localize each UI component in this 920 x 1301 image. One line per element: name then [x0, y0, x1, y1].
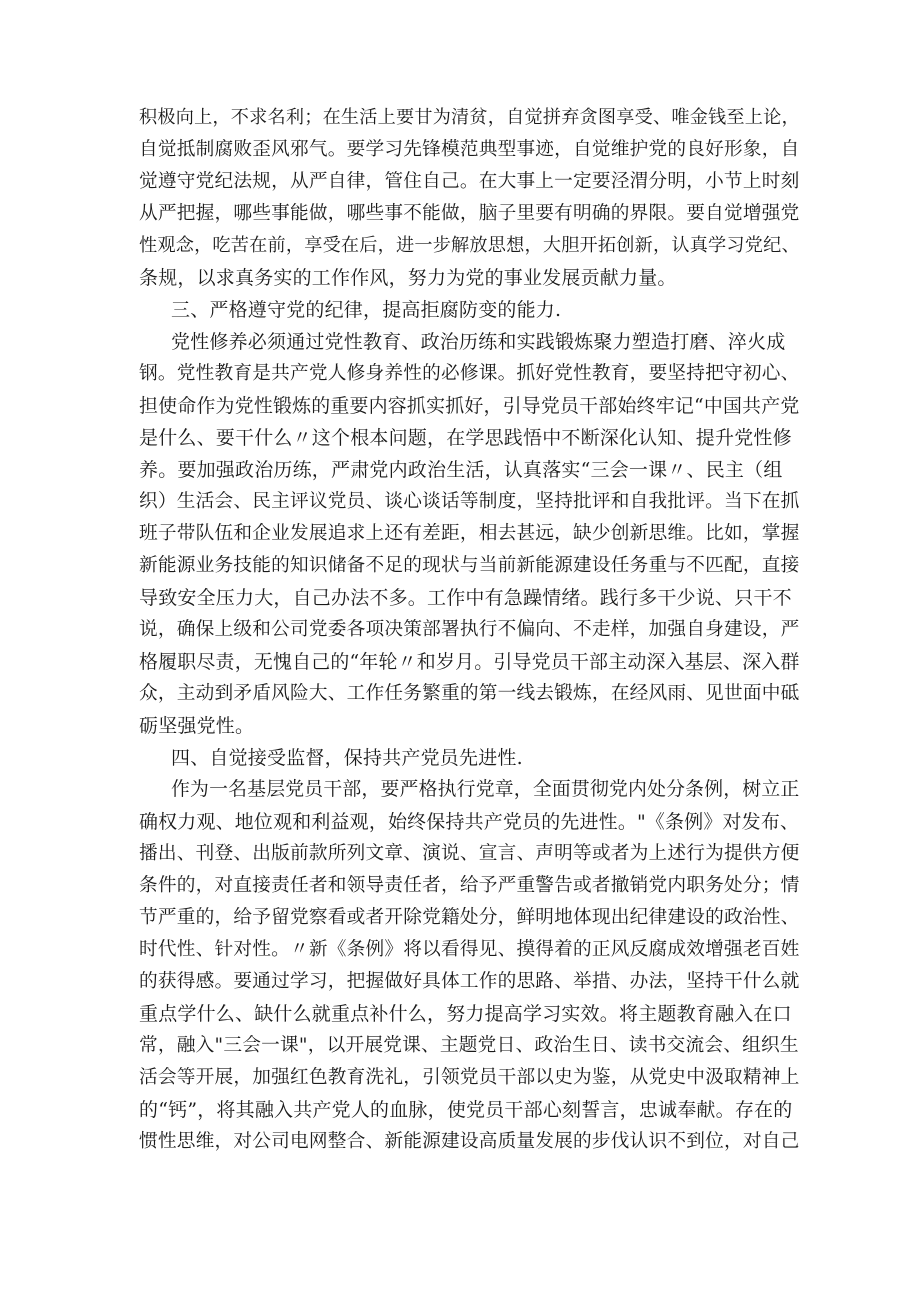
paragraph-first-line: 党性修养必须通过党性教育、政治历练和实践锻炼聚力塑造打磨、淬火成: [171, 331, 786, 353]
text-line: 觉遵守党纪法规，从严自律，管住自己。在大事上一定要泾渭分明，小节上时刻: [139, 171, 800, 192]
text-line: 性观念，吃苦在前，享受在后，进一步解放思想，大胆开拓创新，认真学习党纪、: [139, 235, 800, 256]
text-line: 是什么、要干什么〃这个根本问题，在学思践悟中不断深化认知、提升党性修: [139, 427, 792, 449]
section-heading: 三、严格遵守党的纪律，提高拒腐防变的能力.: [171, 299, 562, 321]
text-line: 众，主动到矛盾风险大、工作任务繁重的第一线去锻炼，在经风雨、见世面中砥: [139, 683, 800, 704]
text-line: 织）生活会、民主评议党员、谈心谈话等制度，坚持批评和自我批评。当下在抓: [139, 491, 800, 512]
text-line: 活会等开展，加强红色教育洗礼，引领党员干部以史为鉴，从党史中汲取精神上: [139, 1067, 800, 1088]
text-line: 班子带队伍和企业发展追求上还有差距，相去甚远，缺少创新思维。比如，掌握: [139, 523, 800, 544]
text-line: 确权力观、地位观和利益观，始终保持共产党员的先进性。"《条例》对发布、: [139, 811, 800, 833]
text-line: 说，确保上级和公司党委各项决策部署执行不偏向、不走样，加强自身建设，严: [139, 619, 800, 640]
text-line: 重点学什么、缺什么就重点补什么，努力提高学习实效。将主题教育融入在口: [139, 1003, 792, 1025]
text-line: 惯性思维，对公司电网整合、新能源建设高质量发展的步伐认识不到位，对自己: [139, 1131, 800, 1152]
text-line: 导致安全压力大，自己办法不多。工作中有急躁情绪。践行多干少说、只干不: [139, 587, 792, 609]
text-line: 条件的，对直接责任者和领导责任者，给予严重警告或者撤销党内职务处分；情: [139, 875, 800, 896]
text-line: 的获得感。要通过学习，把握做好具体工作的思路、举措、办法，坚持干什么就: [139, 971, 800, 992]
text-line: 砺坚强党性。: [139, 715, 255, 737]
text-line: 条规，以求真务实的工作作风，努力为党的事业发展贡献力量。: [139, 267, 677, 289]
text-line: 养。要加强政治历练，严肃党内政治生活，认真落实“三会一课〃、民主（组: [139, 459, 783, 481]
text-line: 节严重的，给予留党察看或者开除党籍处分，鲜明地体现出纪律建设的政治性、: [139, 907, 800, 928]
paragraph-first-line: 作为一名基层党员干部，要严格执行党章，全面贯彻党内处分条例，树立正: [171, 779, 800, 800]
text-line: 从严把握，哪些事能做，哪些事不能做，脑子里要有明确的界限。要自觉增强党: [139, 203, 800, 224]
text-line: 播出、刊登、出版前款所列文章、演说、宣言、声明等或者为上述行为提供方便: [139, 843, 800, 864]
text-line: 积极向上，不求名利；在生活上要甘为清贫，自觉拼弃贪图享受、唯金钱至上论，: [139, 107, 800, 128]
text-line: 的“钙”，将其融入共产党人的血脉，使党员干部心刻誓言，忠诚奉献。存在的: [139, 1099, 793, 1121]
section-heading: 四、自觉接受监督，保持共产党员先进性.: [171, 747, 523, 769]
text-line: 格履职尽责，无愧自己的“年轮〃和岁月。引导党员干部主动深入基层、深入群: [139, 651, 800, 673]
text-line: 钢。党性教育是共产党人修身养性的必修课。抓好党性教育，要坚持把守初心、: [139, 363, 800, 384]
text-line: 担使命作为党性锻炼的重要内容抓实抓好，引导党员干部始终牢记“中国共产党: [139, 395, 800, 417]
text-line: 时代性、针对性。〃新《条例》将以看得见、摸得着的正风反腐成效增强老百姓: [139, 939, 800, 960]
text-line: 新能源业务技能的知识储备不足的现状与当前新能源建设任务重与不匹配，直接: [139, 555, 800, 576]
text-line: 常，融入"三会一课"，以开展党课、主题党日、政治生日、读书交流会、组织生: [139, 1035, 799, 1056]
text-line: 自觉抵制腐败歪风邪气。要学习先锋模范典型事迹，自觉维护党的良好形象，自: [139, 139, 800, 160]
